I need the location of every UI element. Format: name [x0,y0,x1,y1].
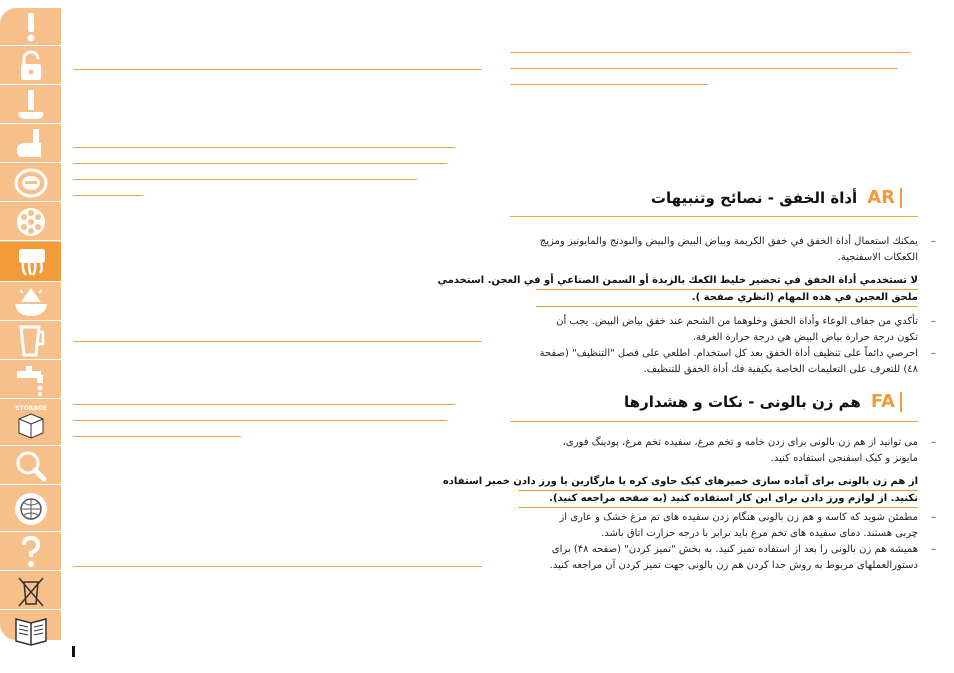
left-text-rule [73,179,417,180]
manual-book-icon [11,613,51,647]
tab-lock[interactable] [0,47,61,85]
question-mark-icon [11,535,51,569]
padlock-icon [11,49,51,83]
section-heading-fa [624,392,902,412]
blender-jug-icon [11,324,51,358]
list-item: – همیشه هم زن بالونی را بعد از استفاده تمیز کنید. به بخش "تمیز کردن" (صفحه ۴۸) برای دستورالعملهای مربوط به روش جدا کردن هم زن بالونی جهت تمیز کردن آن مراجعه کنید. [549,544,936,571]
tab-troubleshooting[interactable] [0,447,61,485]
language-code-ar: AR [863,188,902,208]
tap-cleaning-icon [11,363,51,397]
left-text-rule [73,436,241,437]
tab-manual[interactable] [0,611,61,649]
exclamation-icon [11,10,51,44]
tab-safety[interactable] [0,8,61,46]
section-tab-sidebar [0,8,61,640]
tab-blender[interactable] [0,322,61,360]
tab-storage[interactable] [0,400,61,446]
list-item: – مطمئن شوید که کاسه و هم زن بالونی هنگام زدن سفیده های تم مرغ خشک و عاری از چربی هستند. دمای سفیده های تخم مرغ باید برابر با درجه حرارت اتاق باشد. [559,512,936,539]
right-text-rule [510,52,910,53]
warning-note-fa: از هم زن بالونی برای آماده سازی خمیرهای کیک حاوی کره یا مارگارین یا ورز دادن خمیر استفاده نکنید. از لوازم ورز دادن برای این کار استفاده کنید (به صفحه مراجعه کنید). [518,474,918,508]
kneading-hook-icon [11,88,51,122]
whisk-icon [11,245,51,279]
right-text-rule [510,68,898,69]
tab-whisk[interactable] [0,242,61,282]
dough-hook-icon [11,127,51,161]
left-section-rule [73,566,482,567]
left-text-rule [73,147,455,148]
left-section-rule [73,341,482,342]
grating-disc-icon [11,205,51,239]
list-item: – تأكدي من جفاف الوعاء وأداة الخفق وخلوهما من الشحم عند خفق بياض البيض. يجب أن تكون درجة حرارة بياض البيض هي درجة حرارة الغرفة. [556,316,936,343]
tab-citrus-press[interactable] [0,283,61,321]
globe-worldwide-icon [11,489,51,529]
list-item: – يمكنك استعمال أداة الخفق في خفق الكريمة وبياض البيض والبيض والبودنج والمايونيز ومزيج الكعكات الاسفنجية. [539,236,936,263]
section-divider [510,421,918,422]
magnifier-icon [11,449,51,483]
section-heading-ar [651,188,902,208]
tab-kneading-hook[interactable] [0,86,61,124]
left-section-rule [73,69,482,70]
svg-text:STORAGE: STORAGE [14,404,47,412]
language-code-fa: FA [867,392,902,412]
left-text-rule [73,404,455,405]
tab-guarantee[interactable] [0,486,61,532]
tab-help[interactable] [0,533,61,571]
list-item: – احرصي دائماً على تنظيف أداة الخفق بعد كل استخدام. اطلعي على فصل "التنظيف" (صفحة ٤٨) للتعرف على التعليمات الخاصة بكيفية فك أداة الخفق للتنظيف. [539,348,936,375]
warning-note-ar: لا تستخدمي أداة الخفق في تحضير خليط الكعك بالزبدة أو السمن الصناعي أو في العجن. استخدمي ملحق العجين في هذه المهام (انظري صفحة ). [536,273,918,307]
right-text-rule [510,84,708,85]
list-item: – می توانید از هم زن بالونی برای زدن خامه و تخم مرغ، سفیده تخم مرغ، پودینگ فوری، مایونز و کیک اسفنجی استفاده کنید. [562,437,936,464]
storage-box-icon [11,403,51,443]
section-divider [510,216,918,217]
left-text-rule [73,195,143,196]
left-text-rule [73,420,447,421]
tab-grating-disc[interactable] [0,203,61,241]
crossed-bin-icon [11,574,51,608]
slicing-disc-icon [11,166,51,200]
page-number-mark [72,646,75,657]
tab-environment[interactable] [0,572,61,610]
tab-dough-hook[interactable] [0,125,61,163]
section-title-fa: هم زن بالونی - نکات و هشدارها [624,393,861,411]
left-text-rule [73,163,447,164]
section-title-ar: أداة الخفق - نصائح وتنبيهات [650,189,858,207]
tab-cleaning[interactable] [0,361,61,399]
tab-slicing-disc[interactable] [0,164,61,202]
citrus-press-icon [11,285,51,319]
